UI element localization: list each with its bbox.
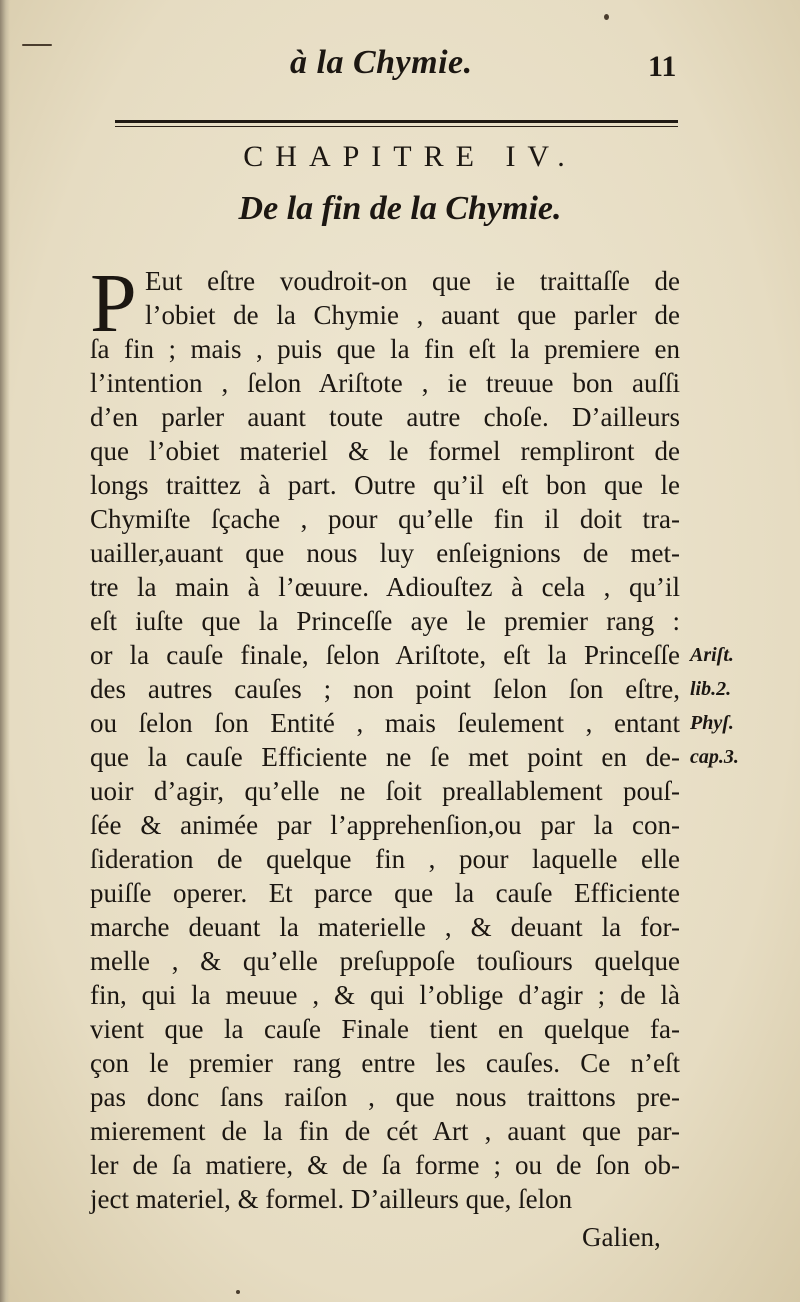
text-line: vient que la cauſe Finale tient en quelque fa- xyxy=(90,1014,680,1044)
text-line: que la cauſe Efficiente ne ſe met point en de- xyxy=(90,742,680,772)
text-line: mierement de la fin de cét Art , auant que par- xyxy=(90,1116,680,1146)
text-line: longs traittez à part. Outre qu’il eſt bon que le xyxy=(90,470,680,500)
text-line: ſideration de quelque fin , pour laquelle elle xyxy=(90,844,680,874)
text-line: que l’obiet materiel & le formel rempliront de xyxy=(90,436,680,466)
running-head: à la Chymie. xyxy=(290,44,473,81)
text-line: marche deuant la materielle , & deuant la for- xyxy=(90,912,680,942)
text-line: puiſſe operer. Et parce que la cauſe Efficiente xyxy=(90,878,680,908)
text-line: pas donc ſans raiſon , que nous traittons pre- xyxy=(90,1082,680,1112)
margin-note: Phyſ. xyxy=(690,712,734,734)
chapter-heading: CHAPITRE IV. xyxy=(243,140,577,173)
drop-cap: P xyxy=(90,257,137,350)
text-line: çon le premier rang entre les cauſes. Ce n’eſt xyxy=(90,1048,680,1078)
text-line: tre la main à l’œuure. Adiouſtez à cela , qu’il xyxy=(90,572,680,602)
margin-note: cap.3. xyxy=(690,746,739,768)
text-line: Chymiſte ſçache , pour qu’elle fin il doit tra- xyxy=(90,504,680,534)
text-line: l’intention , ſelon Ariſtote , ie treuue bon auſſi xyxy=(90,368,680,398)
chapter-title: De la fin de la Chymie. xyxy=(238,190,562,227)
ink-speck xyxy=(604,14,609,20)
text-line: uoir d’agir, qu’elle ne ſoit preallablement pouſ- xyxy=(90,776,680,806)
header-rule-thin xyxy=(115,126,678,127)
text-line: des autres cauſes ; non point ſelon ſon eſtre, xyxy=(90,674,680,704)
text-line: ject materiel, & formel. D’ailleurs que, ſelon xyxy=(90,1184,573,1214)
text-line: ou ſelon ſon Entité , mais ſeulement , entant xyxy=(90,708,680,738)
margin-note: lib.2. xyxy=(690,678,732,700)
margin-note: Ariſt. xyxy=(690,644,734,666)
text-line: or la cauſe finale, ſelon Ariſtote, eſt la Princeſſe xyxy=(90,640,680,670)
text-line: ler de ſa matiere, & de ſa forme ; ou de ſon ob- xyxy=(90,1150,680,1180)
text-line: eſt iuſte que la Princeſſe aye le premier rang : xyxy=(90,606,680,636)
text-line: uailler,auant que nous luy enſeignions de met- xyxy=(90,538,680,568)
ink-speck xyxy=(236,1290,240,1294)
text-line: Eut eſtre voudroit-on que ie traittaſſe de xyxy=(145,266,680,296)
text-line: ſée & animée par l’apprehenſion,ou par la con- xyxy=(90,810,680,840)
text-line: ſa fin ; mais , puis que la fin eſt la premiere en xyxy=(90,334,680,364)
text-line: fin, qui la meuue , & qui l’oblige d’agir ; de là xyxy=(90,980,680,1010)
text-line: melle , & qu’elle preſuppoſe touſiours quelque xyxy=(90,946,680,976)
text-line: l’obiet de la Chymie , auant que parler de xyxy=(145,300,680,330)
ink-mark xyxy=(22,44,52,46)
header-rule xyxy=(115,120,678,123)
page-number: 11 xyxy=(648,50,677,83)
text-line: d’en parler auant toute autre choſe. D’ailleurs xyxy=(90,402,680,432)
catchword: Galien, xyxy=(582,1222,661,1252)
